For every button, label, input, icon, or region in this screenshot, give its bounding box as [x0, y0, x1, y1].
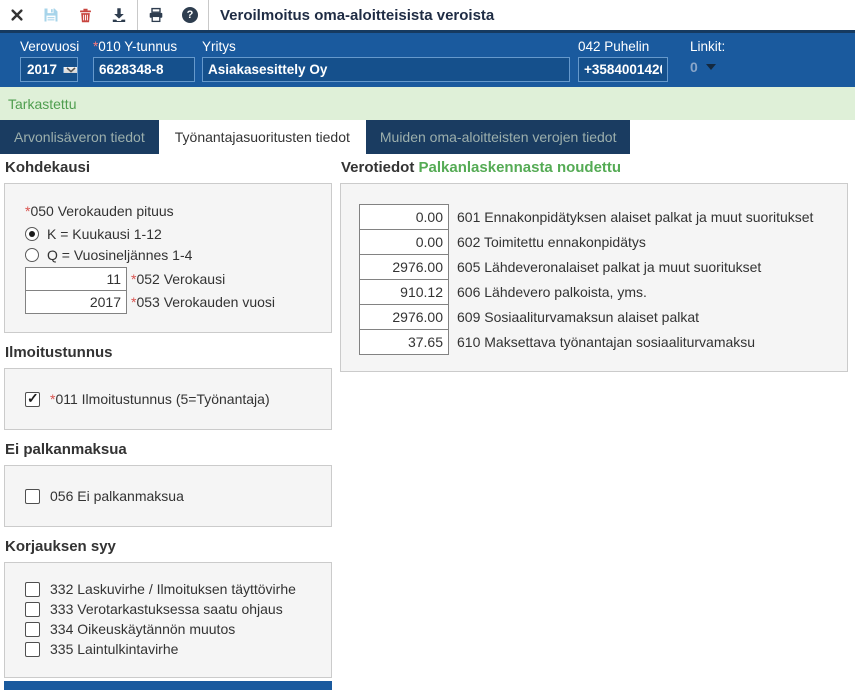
- verovuosi-select[interactable]: [20, 57, 78, 82]
- ei-palkanmaksua-checkbox[interactable]: [25, 489, 40, 504]
- tab-arvonlisaveron-tiedot[interactable]: Arvonlisäveron tiedot: [0, 120, 159, 154]
- ilmoitustunnus-checkbox-label: *011 Ilmoitustunnus (5=Työnantaja): [50, 391, 270, 407]
- verovuosi-group: [20, 33, 79, 82]
- puhelin-label: 042 Puhelin: [578, 39, 650, 54]
- yritys-group: [202, 33, 570, 82]
- main-content: [0, 154, 855, 690]
- kohdekausi-panel: [4, 183, 332, 333]
- print-button[interactable]: [139, 0, 173, 30]
- toolbar: [0, 0, 855, 30]
- verokauden-pituus-label: *050 Verokauden pituus: [25, 203, 174, 219]
- close-icon: [10, 8, 24, 22]
- korjaus-332-checkbox[interactable]: [25, 582, 40, 597]
- korjaus-334-row[interactable]: [25, 621, 325, 637]
- label-605: 605 Lähdeveronalaiset palkat ja muut suoritukset: [457, 259, 762, 275]
- label-610: 610 Maksettava työnantajan sosiaaliturvamaksu: [457, 334, 756, 350]
- label-606: 606 Lähdevero palkoista, yms.: [457, 284, 647, 300]
- linkit-label: Linkit:: [690, 39, 726, 54]
- verotiedot-row-605: [359, 254, 837, 280]
- chevron-down-icon: [66, 67, 76, 73]
- save-icon: [43, 7, 59, 23]
- caret-down-icon: [706, 64, 716, 70]
- linkit-dropdown[interactable]: [690, 59, 725, 75]
- puhelin-group: [578, 33, 668, 82]
- verokauden-vuosi-label: *053 Verokauden vuosi: [131, 294, 276, 310]
- linkit-count: 0: [690, 59, 698, 75]
- korjaus-333-row[interactable]: [25, 601, 325, 617]
- verokausi-input[interactable]: [25, 267, 127, 291]
- ilmoitustunnus-checkbox-row[interactable]: [25, 391, 325, 407]
- yritys-input[interactable]: [202, 57, 570, 82]
- input-602[interactable]: [359, 229, 449, 255]
- save-button[interactable]: [34, 0, 68, 30]
- verotiedot-row-610: [359, 329, 837, 355]
- right-column: [340, 159, 848, 690]
- input-605[interactable]: [359, 254, 449, 280]
- korjaus-334-checkbox[interactable]: [25, 622, 40, 637]
- status-text: Tarkastettu: [8, 95, 77, 112]
- kohdekausi-heading: Kohdekausi: [5, 159, 91, 176]
- tab-tyonantajasuoritusten-tiedot[interactable]: Työnantajasuoritusten tiedot: [161, 120, 364, 154]
- toolbar-separator: [208, 0, 209, 30]
- ilmoitustunnus-panel: [4, 368, 332, 430]
- label-601: 601 Ennakonpidätyksen alaiset palkat ja muut suoritukset: [457, 209, 814, 225]
- print-icon: [148, 7, 164, 23]
- form-header: [0, 30, 855, 87]
- download-icon: [111, 7, 127, 23]
- label-609: 609 Sosiaaliturvamaksun alaiset palkat: [457, 309, 700, 325]
- verotiedot-row-609: [359, 304, 837, 330]
- korjauksen-syy-heading: Korjauksen syy: [5, 538, 116, 555]
- korjaus-332-label: 332 Laskuvirhe / Ilmoituksen täyttövirhe: [50, 581, 296, 597]
- help-button[interactable]: [173, 0, 207, 30]
- toolbar-separator: [137, 0, 138, 30]
- tab-bar: [0, 120, 855, 154]
- korjaus-333-label: 333 Verotarkastuksessa saatu ohjaus: [50, 601, 283, 617]
- yritys-label: Yritys: [202, 39, 236, 54]
- input-609[interactable]: [359, 304, 449, 330]
- radio-row-vuosineljannes[interactable]: [25, 247, 325, 263]
- ei-palkanmaksua-checkbox-label: 056 Ei palkanmaksua: [50, 488, 184, 504]
- verotiedot-row-601: [359, 204, 837, 230]
- verovuosi-value: 2017: [27, 62, 58, 77]
- input-610[interactable]: [359, 329, 449, 355]
- korjaus-333-checkbox[interactable]: [25, 602, 40, 617]
- help-icon: [182, 7, 198, 23]
- bottom-panel-edge: [4, 681, 332, 690]
- linkit-group: [690, 33, 725, 75]
- ytunnus-group: [93, 33, 195, 82]
- radio-kuukausi-label: K = Kuukausi 1-12: [47, 226, 162, 242]
- tab-muiden-verojen-tiedot[interactable]: Muiden oma-aloitteisten verojen tiedot: [366, 120, 631, 154]
- ilmoitustunnus-heading: Ilmoitustunnus: [5, 344, 113, 361]
- verotiedot-row-606: [359, 279, 837, 305]
- delete-button[interactable]: [68, 0, 102, 30]
- required-mark: *: [93, 39, 99, 54]
- korjaus-332-row[interactable]: [25, 581, 325, 597]
- label-602: 602 Toimitettu ennakonpidätys: [457, 234, 646, 250]
- verokausi-label: *052 Verokausi: [131, 271, 226, 287]
- verovuosi-dropdown-button[interactable]: [63, 67, 77, 73]
- korjaus-334-label: 334 Oikeuskäytännön muutos: [50, 621, 236, 637]
- close-button[interactable]: [0, 0, 34, 30]
- verotiedot-heading: Verotiedot Palkanlaskennasta noudettu: [341, 159, 622, 176]
- input-601[interactable]: [359, 204, 449, 230]
- korjaus-335-checkbox[interactable]: [25, 642, 40, 657]
- ilmoitustunnus-checkbox[interactable]: [25, 392, 40, 407]
- ei-palkanmaksua-panel: [4, 465, 332, 527]
- page-title: Veroilmoitus oma-aloitteisista veroista: [220, 6, 495, 24]
- korjauksen-syy-panel: [4, 562, 332, 678]
- input-606[interactable]: [359, 279, 449, 305]
- verotiedot-subheading: Palkanlaskennasta noudettu: [418, 159, 622, 176]
- ytunnus-input[interactable]: [93, 57, 195, 82]
- radio-vuosineljannes-label: Q = Vuosineljännes 1-4: [47, 247, 193, 263]
- ei-palkanmaksua-heading: Ei palkanmaksua: [5, 441, 127, 458]
- verokausi-row: [25, 267, 325, 291]
- verovuosi-label: Verovuosi: [20, 39, 80, 54]
- left-column: [4, 159, 332, 690]
- ytunnus-label: *010 Y-tunnus: [93, 39, 178, 54]
- korjaus-335-label: 335 Laintulkintavirhe: [50, 641, 179, 657]
- verotiedot-panel: [340, 183, 848, 372]
- ei-palkanmaksua-checkbox-row[interactable]: [25, 488, 325, 504]
- radio-row-kuukausi[interactable]: [25, 226, 325, 242]
- delete-icon: [78, 8, 93, 23]
- puhelin-input[interactable]: [578, 57, 668, 82]
- radio-vuosineljannes[interactable]: [25, 248, 39, 262]
- download-button[interactable]: [102, 0, 136, 30]
- verotiedot-row-602: [359, 229, 837, 255]
- radio-kuukausi[interactable]: [25, 227, 39, 241]
- status-bar: [0, 87, 855, 120]
- verokauden-vuosi-row: [25, 290, 325, 314]
- korjaus-335-row[interactable]: [25, 641, 325, 657]
- verokauden-vuosi-input[interactable]: [25, 290, 127, 314]
